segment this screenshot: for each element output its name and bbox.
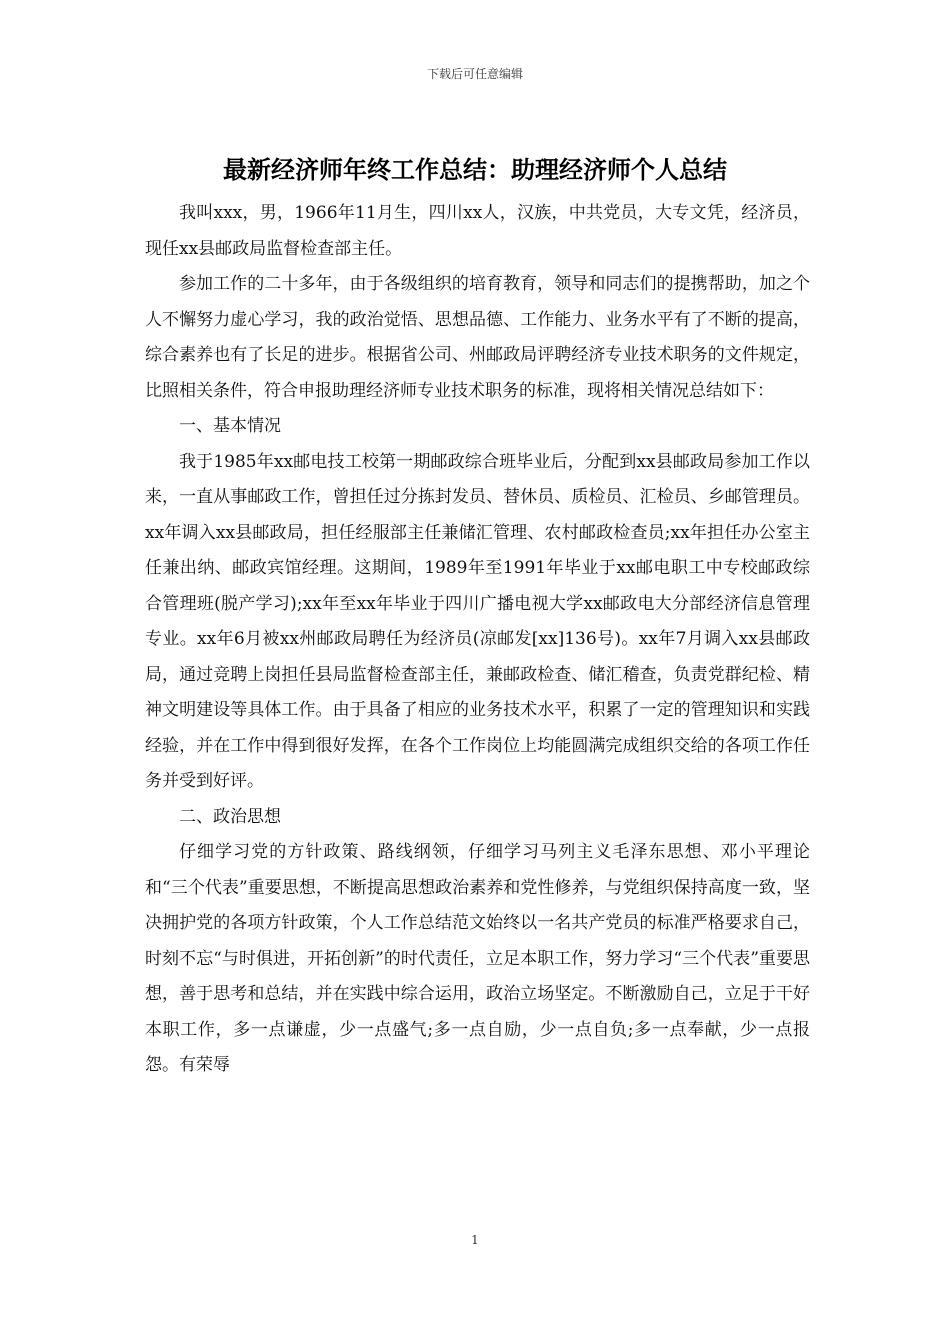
document-body xyxy=(145,196,810,1084)
section-heading-basic-info: 一、基本情况 xyxy=(179,416,281,436)
page-number: 1 xyxy=(471,1233,479,1247)
paragraph-introduction: 参加工作的二十多年，由于各级组织的培育教育，领导和同志们的提携帮助，加之个人不懈努力虚心学习，我的政治觉悟、思想品德、工作能力、业务水平有了不断的提高，综合素养也有了长足的进步。根据省公司、州邮政局评聘经济专业技术职务的文件规定，比照相关条件，符合申报助理经济师专业技术职务的标准，现将相关情况总结如下： xyxy=(145,274,810,401)
page-header-note: 下载后可任意编辑 xyxy=(426,67,523,81)
paragraph-political-thought: 仔细学习党的方针政策、路线纲领，仔细学习马列主义毛泽东思想、邓小平理论和“三个代表”重要思想，不断提高思想政治素养和党性修养，与党组织保持高度一致，坚决拥护党的各项方针政策，个人工作总结范文始终以一名共产党员的标准严格要求自己，时刻不忘“与时俱进，开拓创新”的时代责任，立足本职工作，努力学习“三个代表”重要思想，善于思考和总结，并在实践中综合运用，政治立场坚定。不断激励自己，立足于干好本职工作，多一点谦虚，少一点盛气;多一点自励，少一点自负;多一点奉献，少一点报怨。有荣辱 xyxy=(145,842,810,1075)
paragraph-work-history: 我于1985年xx邮电技工校第一期邮政综合班毕业后，分配到xx县邮政局参加工作以来，一直从事邮政工作，曾担任过分拣封发员、替休员、质检员、汇检员、乡邮管理员。xx年调入xx县邮政局，担任经服部主任兼储汇管理、农村邮政检查员;xx年担任办公室主任兼出纳、邮政宾馆经理。这期间，1989年至1991年毕业于xx邮电职工中专校邮政综合管理班(脱产学习);xx年至xx年毕业于四川广播电视大学xx邮政电大分部经济信息管理专业。xx年6月被xx州邮政局聘任为经济员(凉邮发[xx]136号)。xx年7月调入xx县邮政局，通过竞聘上岗担任县局监督检查部主任，兼邮政检查、储汇稽查，负责党群纪检、精神文明建设等具体工作。由于具备了相应的业务技术水平，积累了一定的管理知识和实践经验，并在工作中得到很好发挥，在各个工作岗位上均能圆满完成组织交给的各项工作任务并受到好评。 xyxy=(145,451,810,791)
paragraph-personal-info: 我叫xxx，男，1966年11月生，四川xx人，汉族，中共党员，大专文凭，经济员，现任xx县邮政局监督检查部主任。 xyxy=(145,203,810,259)
section-heading-political-thought: 二、政治思想 xyxy=(179,806,281,827)
document-title: 最新经济师年终工作总结：助理经济师个人总结 xyxy=(223,156,727,184)
